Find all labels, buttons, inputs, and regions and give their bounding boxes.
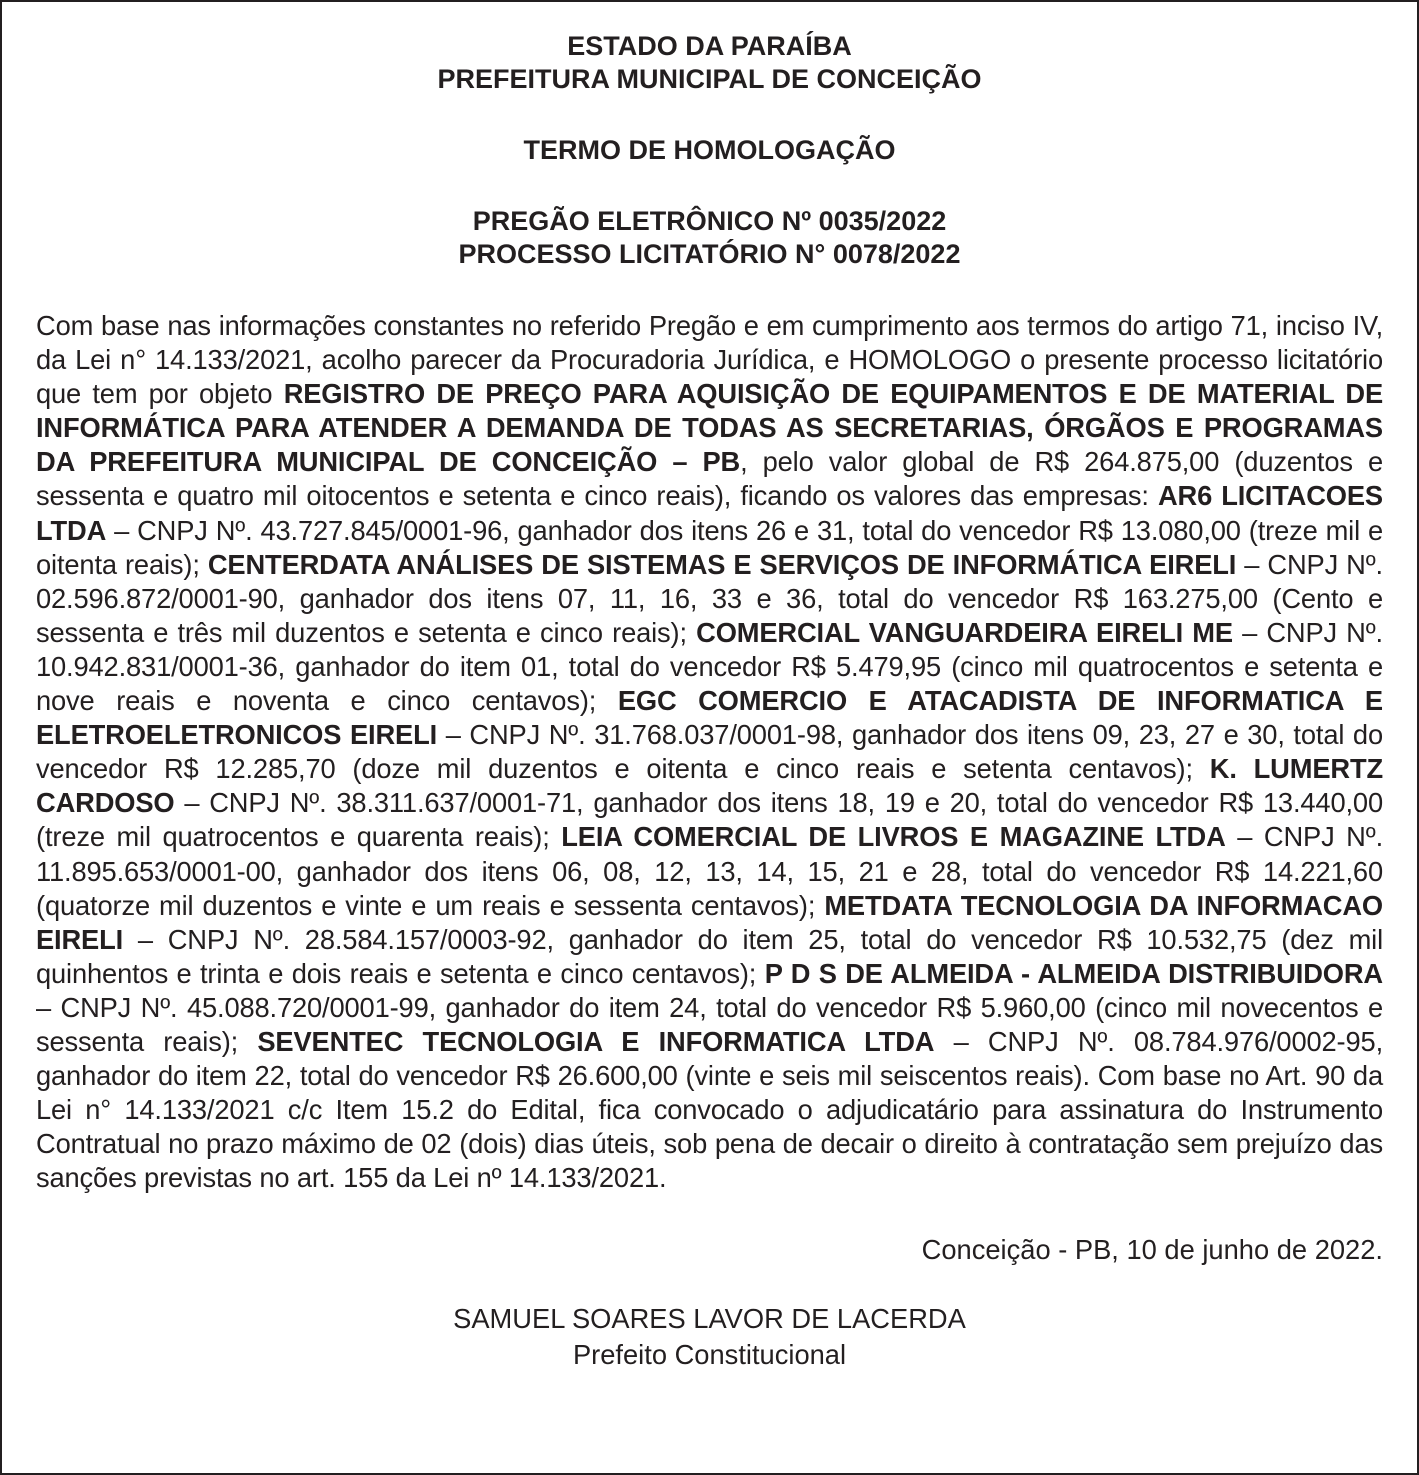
- company-details: – CNPJ Nº. 10.942.831/0001-36, ganhador do item 01, total do vencedor R$ 5.479,95 (cinco mil quatrocentos e setenta e nove reais e noventa e cinco centavos);: [36, 616, 1383, 717]
- place-and-date: Conceição - PB, 10 de junho de 2022.: [921, 1234, 1383, 1266]
- company-name: K. LUMERTZ CARDOSO: [36, 753, 1383, 819]
- company-details: – CNPJ Nº. 02.596.872/0001-90, ganhador dos itens 07, 11, 16, 33 e 36, total do vencedor R$ 163.275,00 (Cento e sessenta e três mil duzentos e setenta e cinco reais);: [36, 548, 1383, 648]
- company-details: – CNPJ Nº. 11.895.653/0001-00, ganhador dos itens 06, 08, 12, 13, 14, 15, 21 e 28, total do vencedor R$ 14.221,60 (quatorze mil duzentos e vinte e um reais e sessenta centavos);: [36, 821, 1383, 921]
- notice-header: [36, 30, 1383, 271]
- company-details: – CNPJ Nº. 45.088.720/0001-99, ganhador do item 24, total do vencedor R$ 5.960,00 (cinco mil novecentos e sessenta reais);: [36, 991, 1383, 1057]
- company-name: AR6 LICITACOES LTDA: [36, 480, 1383, 546]
- bid-object: REGISTRO DE PREÇO PARA AQUISIÇÃO DE EQUIPAMENTOS E DE MATERIAL DE INFORMÁTICA PARA ATENDER A DEMANDA DE TODAS AS SECRETARIAS, ÓRGÃOS E PROGRAMAS DA PREFEITURA MUNICIPAL DE CONCEIÇÃO – PB: [36, 378, 1384, 478]
- state-title: ESTADO DA PARAÍBA: [567, 31, 852, 61]
- signatory-name: SAMUEL SOARES LAVOR DE LACERDA: [453, 1303, 966, 1335]
- signature-block: [36, 1301, 1383, 1373]
- company-details: – CNPJ Nº. 28.584.157/0003-92, ganhador do item 25, total do vencedor R$ 10.532,75 (dez mil quinhentos e trinta e dois reais e setenta e cinco centavos);: [36, 923, 1383, 989]
- body-text-segment: Com base nas informações constantes no referido Pregão e em cumprimento aos termos do artigo 71, inciso IV, da Lei n° 14.133/2021, acolho parecer da Procuradoria Jurídica, e HOMOLOGO o presente processo licitatório que tem por objeto: [36, 310, 1383, 410]
- company-name: SEVENTEC TECNOLOGIA E INFORMATICA LTDA: [257, 1025, 935, 1057]
- notice-body: [36, 309, 1383, 1195]
- company-name: LEIA COMERCIAL DE LIVROS E MAGAZINE LTDA: [561, 821, 1226, 853]
- signatory-role: Prefeito Constitucional: [572, 1339, 847, 1371]
- company-details: – CNPJ Nº. 43.727.845/0001-96, ganhador dos itens 26 e 31, total do vencedor R$ 13.080,00 (treze mil e oitenta reais);: [36, 514, 1383, 580]
- company-details: – CNPJ Nº. 38.311.637/0001-71, ganhador dos itens 18, 19 e 20, total do vencedor R$ 13.440,00 (treze mil quatrocentos e quarenta reais);: [36, 787, 1383, 853]
- company-details: – CNPJ Nº. 08.784.976/0002-95, ganhador do item 22, total do vencedor R$ 26.600,00 (vinte e seis mil seiscentos reais). Com base no Art. 90 da Lei n° 14.133/2021 c/c Item 15.2 do Edital, fica convocado o adjudicatário para assinatura do Instrumento Contratual no prazo máximo de 02 (dois) dias úteis, sob pena de decair o direito à contratação sem prejuízo das sanções previstas no art. 155 da Lei nº 14.133/2021.: [36, 1025, 1383, 1194]
- document-title: TERMO DE HOMOLOGAÇÃO: [523, 135, 896, 165]
- body-text-segment: , pelo valor global de R$ 264.875,00 (duzentos e sessenta e quatro mil oitocentos e setenta e cinco reais), ficando os valores das empresas:: [36, 446, 1383, 512]
- company-name: METDATA TECNOLOGIA DA INFORMACAO EIRELI: [36, 889, 1383, 955]
- company-name: COMERCIAL VANGUARDEIRA EIRELI ME: [696, 616, 1233, 648]
- company-details: – CNPJ Nº. 31.768.037/0001-98, ganhador dos itens 09, 23, 27 e 30, total do vencedor R$ 12.285,70 (doze mil duzentos e oitenta e cinco reais e setenta centavos);: [36, 719, 1383, 785]
- municipality-title: PREFEITURA MUNICIPAL DE CONCEIÇÃO: [437, 64, 982, 94]
- processo-number: PROCESSO LICITATÓRIO N° 0078/2022: [458, 239, 961, 269]
- company-name: P D S DE ALMEIDA - ALMEIDA DISTRIBUIDORA: [764, 957, 1383, 989]
- company-name: CENTERDATA ANÁLISES DE SISTEMAS E SERVIÇOS DE INFORMÁTICA EIRELI: [207, 548, 1237, 580]
- company-name: EGC COMERCIO E ATACADISTA DE INFORMATICA E ELETROELETRONICOS EIRELI: [36, 685, 1383, 751]
- pregao-number: PREGÃO ELETRÔNICO Nº 0035/2022: [472, 206, 947, 236]
